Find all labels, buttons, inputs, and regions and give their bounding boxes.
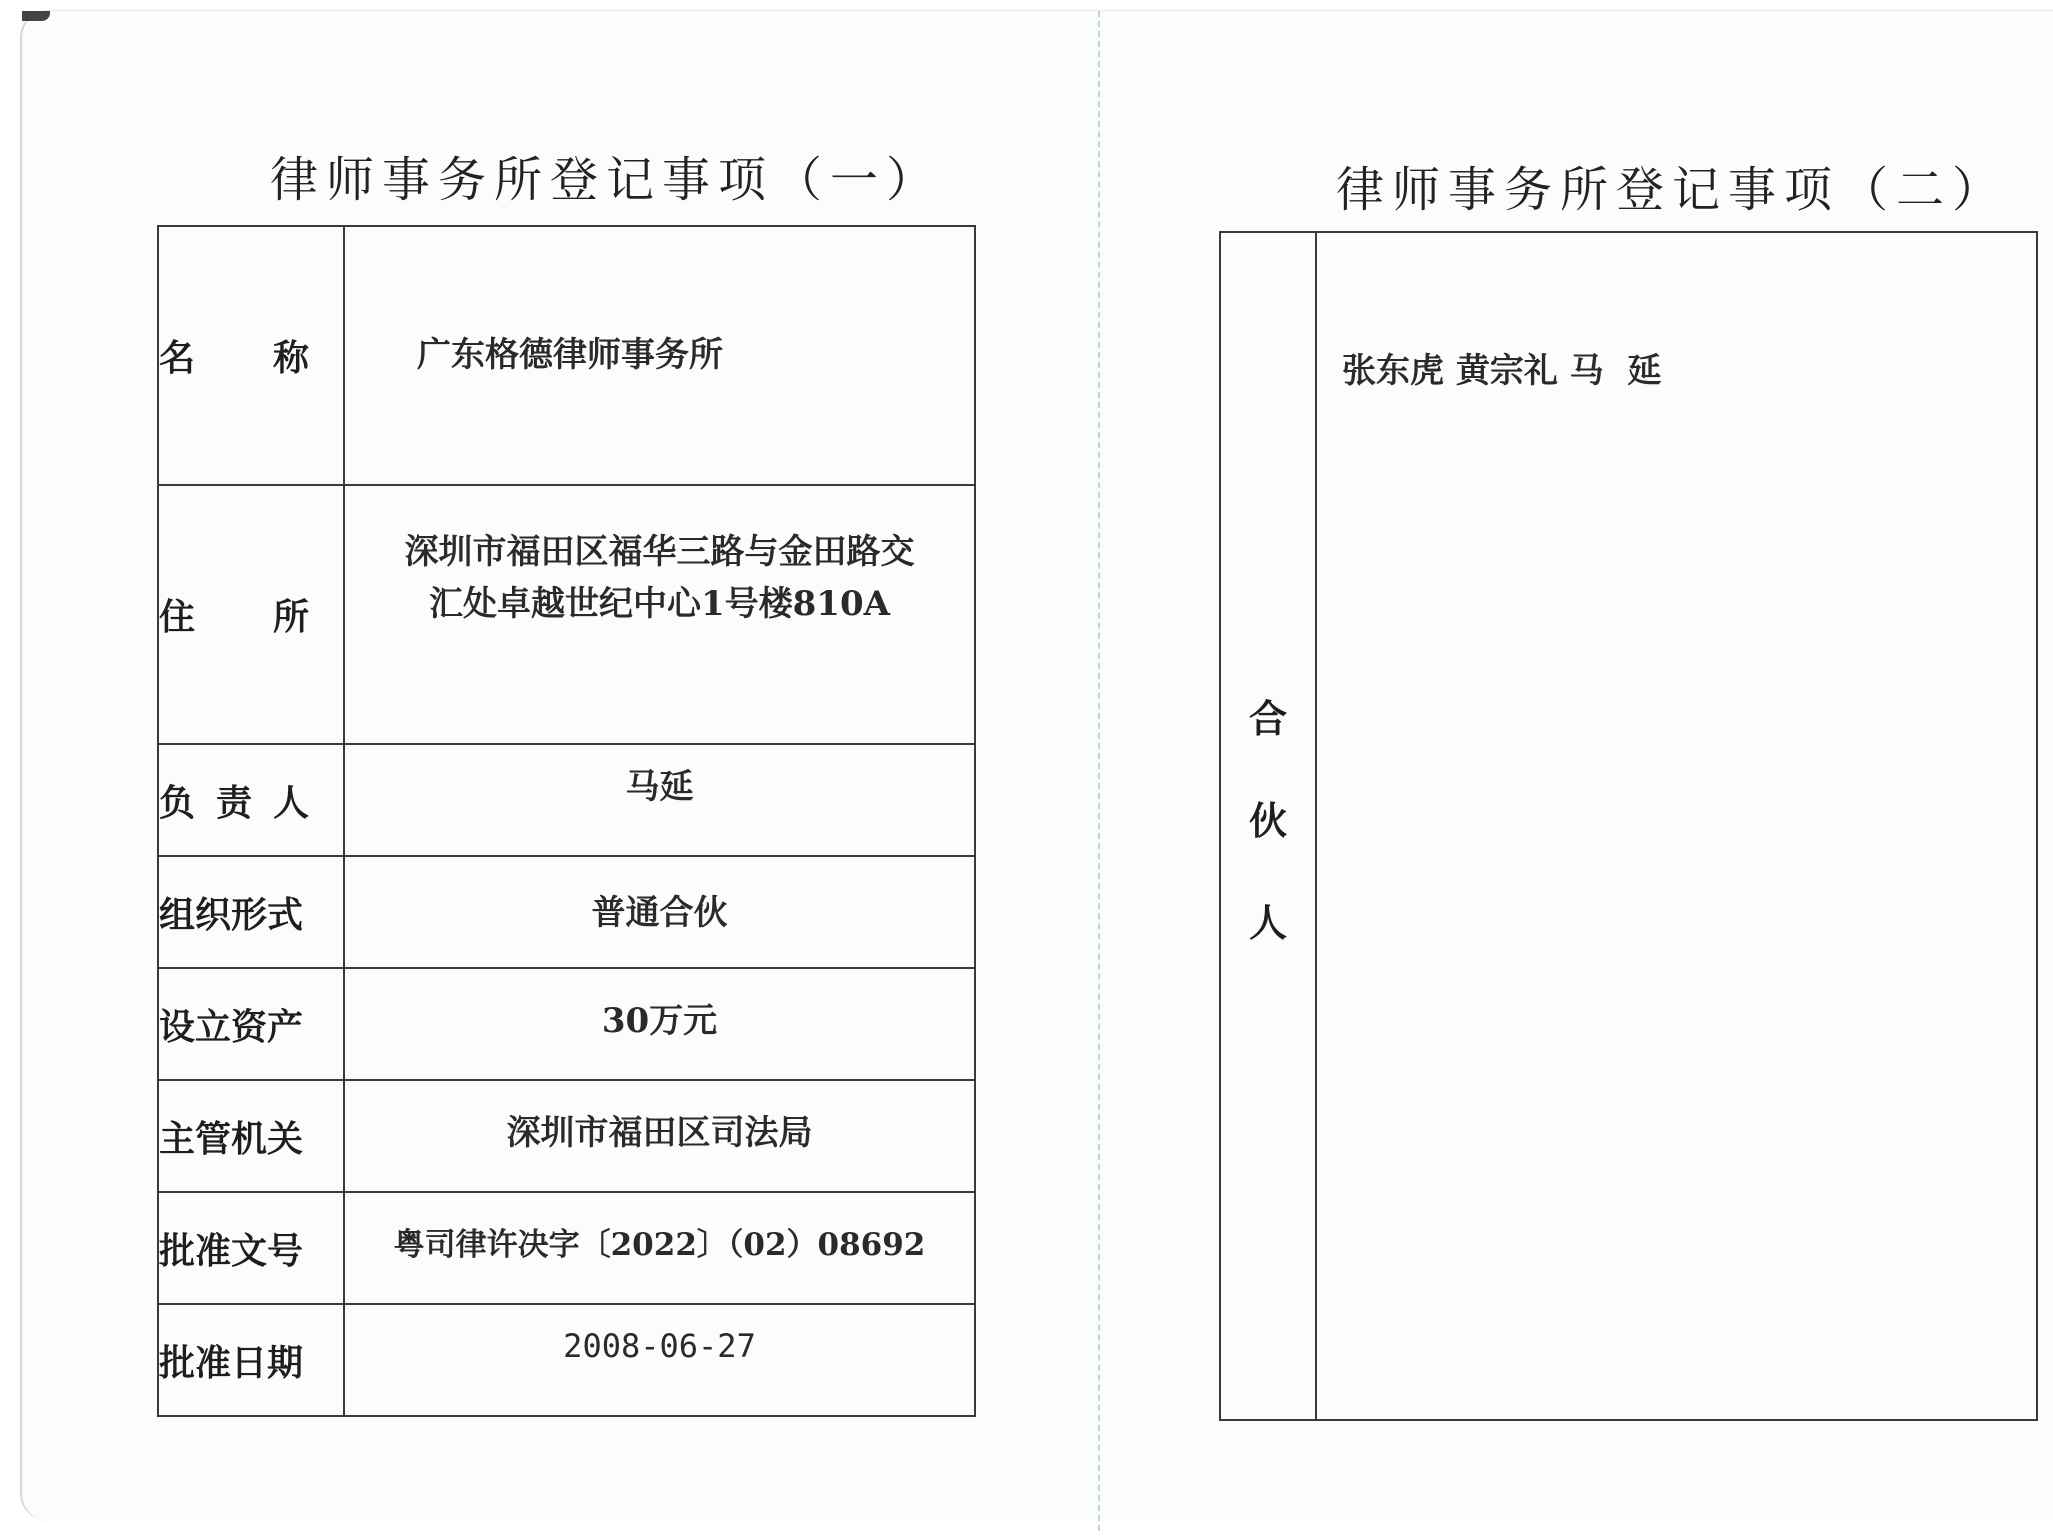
row-label-approval-no: 批准文号 <box>158 1192 344 1304</box>
table-row <box>158 744 975 856</box>
binding-corner <box>22 11 50 21</box>
partner-label-char: 伙 <box>1248 798 1287 843</box>
partner-table <box>1219 231 2038 1421</box>
partner-label-char: 人 <box>1248 900 1287 945</box>
capital-value: 30万元 <box>601 1001 718 1041</box>
authority-value: 深圳市福田区司法局 <box>506 1113 813 1153</box>
table-row <box>158 1080 975 1192</box>
partner-label <box>1221 688 1315 994</box>
table-row <box>158 485 975 744</box>
address-line-1: 深圳市福田区福华三路与金田路交 <box>404 532 915 572</box>
left-page-title: 律师事务所登记事项（一） <box>270 152 943 208</box>
row-label-address: 住所 <box>159 596 309 638</box>
table-row <box>158 856 975 968</box>
partner-label-char: 合 <box>1248 696 1287 741</box>
table-row <box>158 226 975 485</box>
row-label-approval-date: 批准日期 <box>158 1304 344 1416</box>
org-form-value: 普通合伙 <box>591 893 728 933</box>
firm-name-value: 广东格德律师事务所 <box>417 335 723 375</box>
table-row <box>158 968 975 1080</box>
table-row <box>158 1304 975 1416</box>
address-line-2: 汇处卓越世纪中心1号楼810A <box>428 584 890 624</box>
row-label-org-form: 组织形式 <box>158 856 344 968</box>
approval-no-value: 粤司律许决字〔2022〕（02）08692 <box>393 1227 926 1263</box>
row-label-principal: 负责人 <box>159 781 309 824</box>
right-page-title: 律师事务所登记事项（二） <box>1336 162 2009 218</box>
certificate-booklet <box>20 10 2053 1521</box>
table-row <box>158 1192 975 1304</box>
row-label-name: 名称 <box>159 337 309 379</box>
row-label-capital: 设立资产 <box>158 968 344 1080</box>
partner-names-value: 张东虎 黄宗礼 马 延 <box>1342 351 1662 391</box>
row-label-authority: 主管机关 <box>158 1080 344 1192</box>
registration-table <box>157 225 976 1417</box>
column-divider <box>1315 233 1317 1419</box>
page-spine <box>1098 11 1100 1531</box>
principal-value: 马延 <box>625 767 694 807</box>
approval-date-value: 2008-06-27 <box>563 1327 756 1365</box>
address-value <box>345 526 974 630</box>
